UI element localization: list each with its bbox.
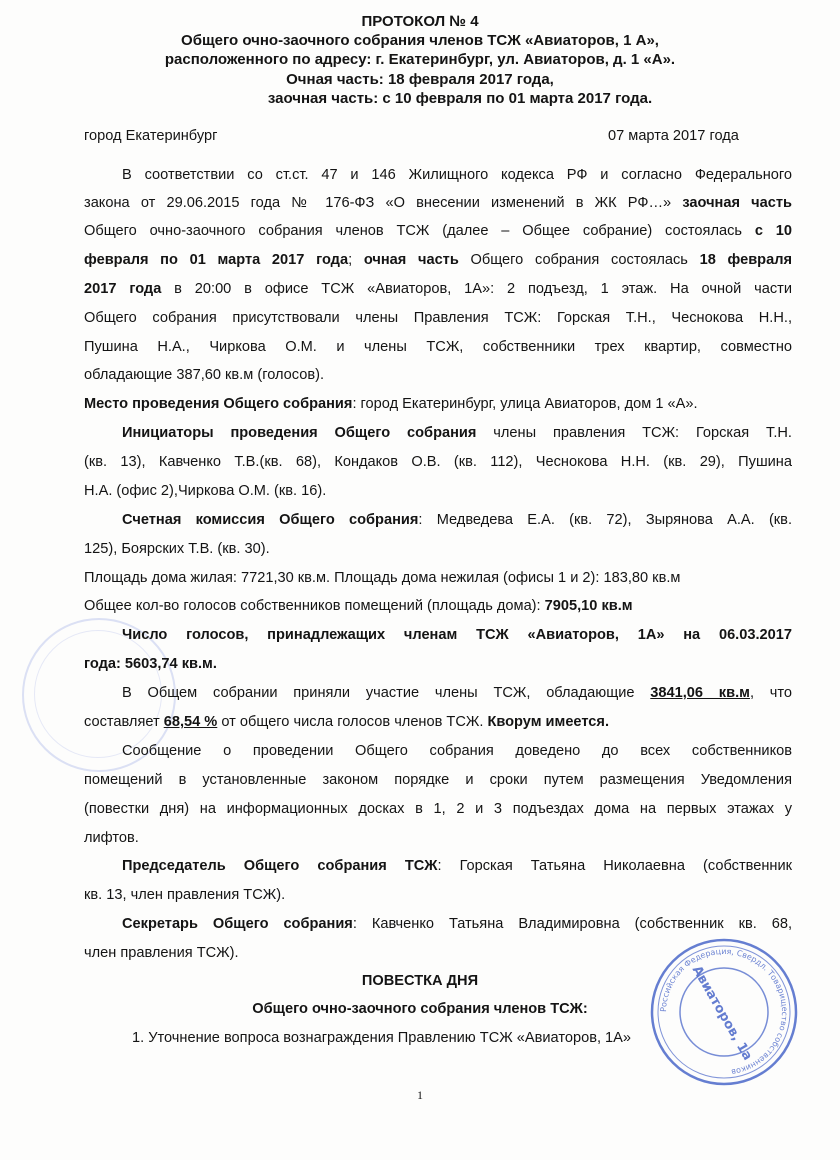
members-votes-line: года: 5603,74 кв.м. bbox=[84, 656, 217, 672]
paragraph-line: февраля по 01 марта 2017 года; очная часть Общего собрания состоялась 18 февраля bbox=[84, 252, 792, 268]
members-votes-line: Число голосов, принадлежащих членам ТСЖ «Авиаторов, 1А» на 06.03.2017 bbox=[122, 627, 792, 643]
notice-line: (повестки дня) на информационных досках в 1, 2 и 3 подъездах дома на первых этажах у bbox=[84, 801, 792, 817]
paragraph-line: Пушина Н.А., Чиркова О.М. и члены ТСЖ, собственники трех квартир, совместно bbox=[84, 339, 792, 355]
agenda-subtitle: Общего очно-заочного собрания членов ТСЖ: bbox=[252, 1001, 588, 1017]
counting-commission-line: 125), Боярских Т.В. (кв. 30). bbox=[84, 541, 270, 557]
protocol-in-person-date: Очная часть: 18 февраля 2017 года, bbox=[286, 71, 554, 88]
house-area-line: Площадь дома жилая: 7721,30 кв.м. Площадь дома нежилая (офисы 1 и 2): 183,80 кв.м bbox=[84, 570, 681, 586]
meeting-place: Место проведения Общего собрания: город Екатеринбург, улица Авиаторов, дом 1 «А». bbox=[84, 396, 698, 412]
paragraph-line: В соответствии со ст.ст. 47 и 146 Жилищного кодекса РФ и согласно Федерального bbox=[122, 167, 792, 183]
agenda-item: 1. Уточнение вопроса вознаграждения Правлению ТСЖ «Авиаторов, 1А» bbox=[132, 1030, 632, 1046]
quorum-line: В Общем собрании приняли участие члены ТСЖ, обладающие 3841,06 кв.м, что bbox=[122, 685, 793, 701]
seal-center-text: Авиаторов, 1а bbox=[688, 963, 755, 1064]
city-label: город Екатеринбург bbox=[84, 128, 218, 144]
paragraph-line: Общего очно-заочного собрания членов ТСЖ (далее – Общее собрание) состоялась с 10 bbox=[84, 223, 793, 239]
notice-line: лифтов. bbox=[84, 830, 139, 846]
document-date: 07 марта 2017 года bbox=[608, 128, 739, 144]
official-seal-icon bbox=[648, 936, 800, 1088]
chair-line: кв. 13, член правления ТСЖ). bbox=[84, 887, 286, 903]
agenda-title: ПОВЕСТКА ДНЯ bbox=[361, 973, 479, 989]
protocol-absentee-dates: заочная часть: с 10 февраля по 01 марта 2017 года. bbox=[267, 90, 653, 107]
notice-line: Сообщение о проведении Общего собрания доведено до всех собственников bbox=[122, 743, 792, 759]
paragraph-line: Общего собрания присутствовали члены Правления ТСЖ: Горская Т.Н., Чеснокова Н.Н., bbox=[84, 310, 792, 326]
initiators-line: Н.А. (офис 2),Чиркова О.М. (кв. 16). bbox=[84, 483, 327, 499]
paragraph-line: закона от 29.06.2015 года № 176-ФЗ «О внесении изменений в ЖК РФ…» заочная часть bbox=[84, 195, 793, 211]
secretary-line: Секретарь Общего собрания: Кавченко Татьяна Владимировна (собственник кв. 68, bbox=[122, 916, 793, 932]
protocol-title: ПРОТОКОЛ № 4 bbox=[361, 13, 479, 30]
paragraph-line: обладающие 387,60 кв.м (голосов). bbox=[84, 367, 325, 383]
page-number: 1 bbox=[417, 1088, 423, 1102]
total-votes-line: Общее кол-во голосов собственников помещений (площадь дома): 7905,10 кв.м bbox=[84, 598, 633, 614]
protocol-subtitle: Общего очно-заочного собрания членов ТСЖ «Авиаторов, 1 А», bbox=[181, 32, 659, 49]
initiators-line: (кв. 13), Кавченко Т.В.(кв. 68), Кондаков О.В. (кв. 112), Чеснокова Н.Н. (кв. 29), Пушина bbox=[84, 454, 792, 470]
chair-line: Председатель Общего собрания ТСЖ: Горская Татьяна Николаевна (собственник bbox=[122, 858, 792, 874]
quorum-line: составляет 68,54 % от общего числа голосов членов ТСЖ. Кворум имеется. bbox=[84, 714, 609, 730]
seal-ring-text: Российская Федерация, Свердл. Товарищество собственников bbox=[658, 946, 790, 1077]
protocol-address: расположенного по адресу: г. Екатеринбург, ул. Авиаторов, д. 1 «А». bbox=[164, 51, 676, 68]
secretary-line: член правления ТСЖ). bbox=[84, 945, 239, 961]
notice-line: помещений в установленные законом порядке и сроки путем размещения Уведомления bbox=[84, 772, 792, 788]
counting-commission-line: Счетная комиссия Общего собрания: Медведева Е.А. (кв. 72), Зырянова А.А. (кв. bbox=[122, 512, 792, 528]
initiators-line: Инициаторы проведения Общего собрания члены правления ТСЖ: Горская Т.Н. bbox=[122, 425, 792, 441]
paragraph-line: 2017 года в 20:00 в офисе ТСЖ «Авиаторов, 1А»: 2 подъезд, 1 этаж. На очной части bbox=[84, 281, 792, 297]
